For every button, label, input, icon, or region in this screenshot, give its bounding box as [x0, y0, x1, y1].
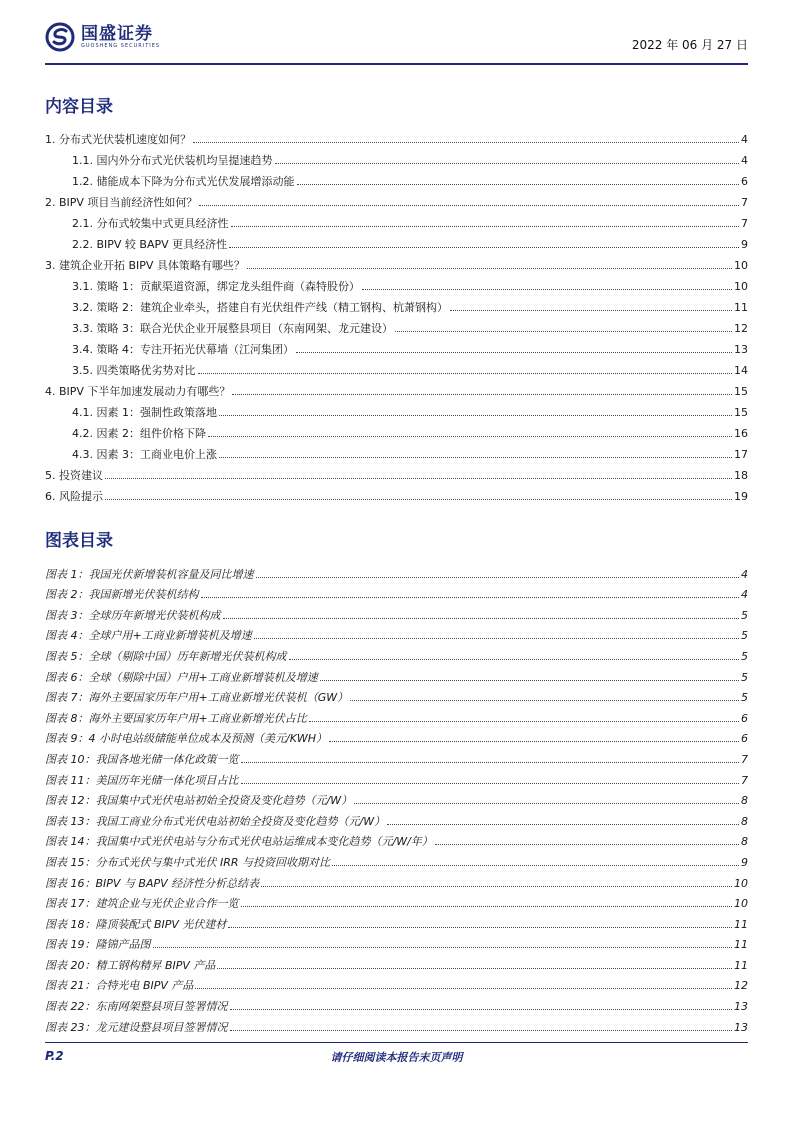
figure-entry-page: 10 [734, 876, 748, 890]
dot-leader [320, 680, 739, 681]
figure-entry-page: 13 [734, 1020, 748, 1034]
figure-entry-page: 6 [741, 732, 748, 746]
figure-entry-page: 5 [741, 691, 748, 705]
toc-entry[interactable] [45, 188, 748, 209]
dot-leader [254, 638, 739, 639]
figure-entry-label: 图表 4：全球户用+工商业新增装机及增速 [45, 629, 252, 643]
figure-entry[interactable] [45, 848, 748, 869]
toc-entry[interactable] [45, 293, 748, 314]
toc-entry-page: 16 [734, 427, 748, 440]
figure-entry-label: 图表 19：隆锦产品图 [45, 938, 151, 952]
toc-entry-page: 15 [734, 406, 748, 419]
figure-entry-page: 5 [741, 670, 748, 684]
dot-leader [256, 577, 740, 578]
toc-entry-label: 2. BIPV 项目当前经济性如何？ [45, 196, 198, 209]
toc-entry-label: 3. 建筑企业开拓 BIPV 具体策略有哪些？ [45, 259, 245, 272]
figure-entry-page: 7 [741, 752, 748, 766]
toc-entry-label: 3.2. 策略 2：建筑企业牵头，搭建自有光伏组件产线（精工钢构、杭萧钢构） [72, 301, 448, 314]
figure-entry-label: 图表 12：我国集中式光伏电站初始全投资及变化趋势（元/W） [45, 794, 353, 808]
figure-entry-page: 4 [741, 567, 748, 581]
dot-leader [208, 436, 732, 437]
toc-entry-label: 4.1. 因素 1：强制性政策落地 [72, 406, 217, 419]
figure-entry-page: 6 [741, 711, 748, 725]
figure-entry-page: 8 [741, 814, 748, 828]
dot-leader [199, 205, 739, 206]
dot-leader [241, 783, 740, 784]
figure-entry[interactable] [45, 745, 748, 766]
dot-leader [241, 762, 740, 763]
figure-entry[interactable] [45, 704, 748, 725]
toc-entry[interactable] [45, 419, 748, 440]
figure-entry-page: 11 [734, 917, 748, 931]
toc-entry-page: 7 [741, 196, 748, 209]
figure-entry[interactable] [45, 992, 748, 1013]
dot-leader [201, 597, 740, 598]
contents-title: 内容目录 [45, 97, 113, 117]
figure-entry-label: 图表 9：4 小时电站级储能单位成本及预测（美元/KWH） [45, 732, 328, 746]
figure-entry-page: 5 [741, 608, 748, 622]
dot-leader [219, 415, 732, 416]
dot-leader [228, 927, 732, 928]
figure-entry-page: 7 [741, 773, 748, 787]
figure-entry-page: 13 [734, 1000, 748, 1014]
toc-entry-page: 7 [741, 217, 748, 230]
figure-entry-page: 8 [741, 794, 748, 808]
figure-entry-page: 11 [734, 958, 748, 972]
toc-entry-label: 4.2. 因素 2：组件价格下降 [72, 427, 206, 440]
figure-entry[interactable] [45, 890, 748, 911]
figure-entry-label: 图表 3：全球历年新增光伏装机构成 [45, 608, 221, 622]
figure-entry-label: 图表 16：BIPV 与 BAPV 经济性分析总结表 [45, 876, 260, 890]
dot-leader [329, 741, 739, 742]
figure-entry[interactable] [45, 972, 748, 993]
toc-entry[interactable] [45, 482, 748, 503]
toc-entry-label: 6. 风险提示 [45, 490, 103, 503]
figure-entry[interactable] [45, 807, 748, 828]
report-date: 2022 年 06 月 27 日 [631, 38, 748, 52]
page-header [45, 18, 748, 65]
toc-entry[interactable] [45, 146, 748, 167]
toc-entry-page: 15 [734, 385, 748, 398]
figure-entry-label: 图表 17：建筑企业与光伏企业合作一览 [45, 897, 239, 911]
toc-entry-label: 5. 投资建议 [45, 469, 103, 482]
company-logo [45, 22, 160, 52]
figure-entry-label: 图表 11：美国历年光储一体化项目占比 [45, 773, 239, 787]
figure-entry-label: 图表 15：分布式光伏与集中式光伏 IRR 与投资回收期对比 [45, 855, 331, 869]
toc-entry[interactable] [45, 314, 748, 335]
figures-title: 图表目录 [45, 531, 113, 551]
dot-leader [153, 947, 733, 948]
figure-entry[interactable] [45, 601, 748, 622]
dot-leader [247, 268, 732, 269]
dot-leader [350, 700, 739, 701]
figure-entry[interactable] [45, 1013, 748, 1034]
dot-leader [229, 247, 739, 248]
dot-leader [219, 457, 732, 458]
figure-entry-page: 8 [741, 835, 748, 849]
contents-list [45, 125, 748, 503]
toc-entry-label: 4. BIPV 下半年加速发展动力有哪些？ [45, 385, 231, 398]
toc-entry-page: 11 [734, 301, 748, 314]
figure-entry[interactable] [45, 787, 748, 808]
toc-entry[interactable] [45, 461, 748, 482]
logo-name-cn: 国盛证券 [81, 23, 153, 44]
toc-entry-page: 12 [734, 322, 748, 335]
figure-entry-page: 11 [734, 938, 748, 952]
toc-entry[interactable] [45, 377, 748, 398]
toc-entry[interactable] [45, 335, 748, 356]
page-number: P.2 [45, 1049, 64, 1063]
toc-entry-label: 2.1. 分布式较集中式更具经济性 [72, 217, 229, 230]
dot-leader [289, 659, 740, 660]
toc-entry-label: 1.1. 国内外分布式光伏装机均呈提速趋势 [72, 154, 273, 167]
dot-leader [105, 499, 732, 500]
toc-entry-label: 3.1. 策略 1：贡献渠道资源，绑定龙头组件商（森特股份） [72, 280, 360, 293]
dot-leader [230, 1030, 733, 1031]
figure-entry-label: 图表 22：东南网架整县项目签署情况 [45, 1000, 228, 1014]
figure-entry-label: 图表 1：我国光伏新增装机容量及同比增速 [45, 567, 254, 581]
figure-entry-page: 9 [741, 855, 748, 869]
logo-name-en: GUOSHENG SECURITIES [81, 42, 161, 49]
toc-entry-page: 10 [734, 259, 748, 272]
toc-entry-page: 9 [741, 238, 748, 251]
dot-leader [193, 142, 739, 143]
figure-entry-label: 图表 23：龙元建设整县项目签署情况 [45, 1020, 228, 1034]
dot-leader [297, 184, 740, 185]
page-footer [45, 1042, 748, 1064]
disclaimer-note: 请仔细阅读本报告末页声明 [330, 1051, 463, 1064]
figure-entry[interactable] [45, 828, 748, 849]
toc-entry-page: 14 [734, 364, 748, 377]
toc-entry-label: 4.3. 因素 3：工商业电价上涨 [72, 448, 217, 461]
toc-entry-label: 2.2. BIPV 较 BAPV 更具经济性 [72, 238, 228, 251]
toc-entry-page: 4 [741, 154, 748, 167]
dot-leader [362, 289, 732, 290]
figure-entry[interactable] [45, 931, 748, 952]
figure-entry[interactable] [45, 581, 748, 602]
toc-entry[interactable] [45, 209, 748, 230]
dot-leader [261, 886, 732, 887]
toc-entry-page: 6 [741, 175, 748, 188]
toc-entry[interactable] [45, 272, 748, 293]
figure-entry[interactable] [45, 766, 748, 787]
dot-leader [230, 1009, 733, 1010]
figure-entry[interactable] [45, 642, 748, 663]
dot-leader [395, 331, 732, 332]
dot-leader [241, 906, 733, 907]
toc-entry[interactable] [45, 440, 748, 461]
toc-entry-page: 17 [734, 448, 748, 461]
dot-leader [198, 373, 733, 374]
toc-entry-page: 19 [734, 490, 748, 503]
figure-entry[interactable] [45, 869, 748, 890]
dot-leader [232, 394, 732, 395]
figure-entry[interactable] [45, 663, 748, 684]
figure-entry-page: 4 [741, 588, 748, 602]
figure-entry-label: 图表 7：海外主要国家历年户用+工商业新增光伏装机（GW） [45, 691, 349, 705]
toc-entry-label: 3.3. 策略 3：联合光伏企业开展整县项目（东南网架、龙元建设） [72, 322, 393, 335]
toc-entry-label: 3.5. 四类策略优劣势对比 [72, 364, 196, 377]
dot-leader [217, 968, 732, 969]
dot-leader [435, 844, 739, 845]
figure-entry-label: 图表 21：合特光电 BIPV 产品 [45, 979, 194, 993]
figure-entry-page: 10 [734, 897, 748, 911]
toc-entry-label: 3.4. 策略 4：专注开拓光伏幕墙（江河集团） [72, 343, 294, 356]
figure-entry-label: 图表 20：精工钢构精昇 BIPV 产品 [45, 958, 216, 972]
toc-entry-page: 10 [734, 280, 748, 293]
dot-leader [223, 618, 740, 619]
dot-leader [354, 803, 739, 804]
dot-leader [450, 310, 732, 311]
toc-entry[interactable] [45, 356, 748, 377]
toc-entry-page: 4 [741, 133, 748, 146]
toc-entry[interactable] [45, 251, 748, 272]
figure-entry-page: 12 [734, 979, 748, 993]
toc-entry-label: 1.2. 储能成本下降为分布式光伏发展增添动能 [72, 175, 295, 188]
figure-entry-page: 5 [741, 649, 748, 663]
figure-entry[interactable] [45, 725, 748, 746]
figure-entry-label: 图表 8：海外主要国家历年户用+工商业新增光伏占比 [45, 711, 307, 725]
figure-entry[interactable] [45, 684, 748, 705]
figure-entry[interactable] [45, 951, 748, 972]
dot-leader [231, 226, 740, 227]
figure-entry-label: 图表 5：全球（剔除中国）历年新增光伏装机构成 [45, 649, 287, 663]
toc-entry-page: 13 [734, 343, 748, 356]
toc-entry[interactable] [45, 125, 748, 146]
toc-entry[interactable] [45, 398, 748, 419]
dot-leader [332, 865, 739, 866]
logo-icon [45, 22, 75, 52]
figure-entry-label: 图表 6：全球（剔除中国）户用+工商业新增装机及增速 [45, 670, 318, 684]
figure-entry[interactable] [45, 622, 748, 643]
figures-list [45, 560, 748, 1034]
figure-entry-label: 图表 13：我国工商业分布式光伏电站初始全投资及变化趋势（元/W） [45, 814, 386, 828]
figure-entry-label: 图表 10：我国各地光储一体化政策一览 [45, 752, 239, 766]
dot-leader [105, 478, 732, 479]
dot-leader [309, 721, 739, 722]
figure-entry-label: 图表 2：我国新增光伏装机结构 [45, 588, 199, 602]
figure-entry[interactable] [45, 560, 748, 581]
dot-leader [195, 988, 732, 989]
figure-entry-label: 图表 18：隆顶装配式 BIPV 光伏建材 [45, 917, 227, 931]
toc-entry[interactable] [45, 230, 748, 251]
toc-entry-label: 1. 分布式光伏装机速度如何？ [45, 133, 191, 146]
figure-entry-page: 5 [741, 629, 748, 643]
dot-leader [387, 824, 739, 825]
dot-leader [275, 163, 740, 164]
toc-entry-page: 18 [734, 469, 748, 482]
figure-entry-label: 图表 14：我国集中式光伏电站与分布式光伏电站运维成本变化趋势（元/W/年） [45, 835, 433, 849]
toc-entry[interactable] [45, 167, 748, 188]
dot-leader [296, 352, 732, 353]
figure-entry[interactable] [45, 910, 748, 931]
